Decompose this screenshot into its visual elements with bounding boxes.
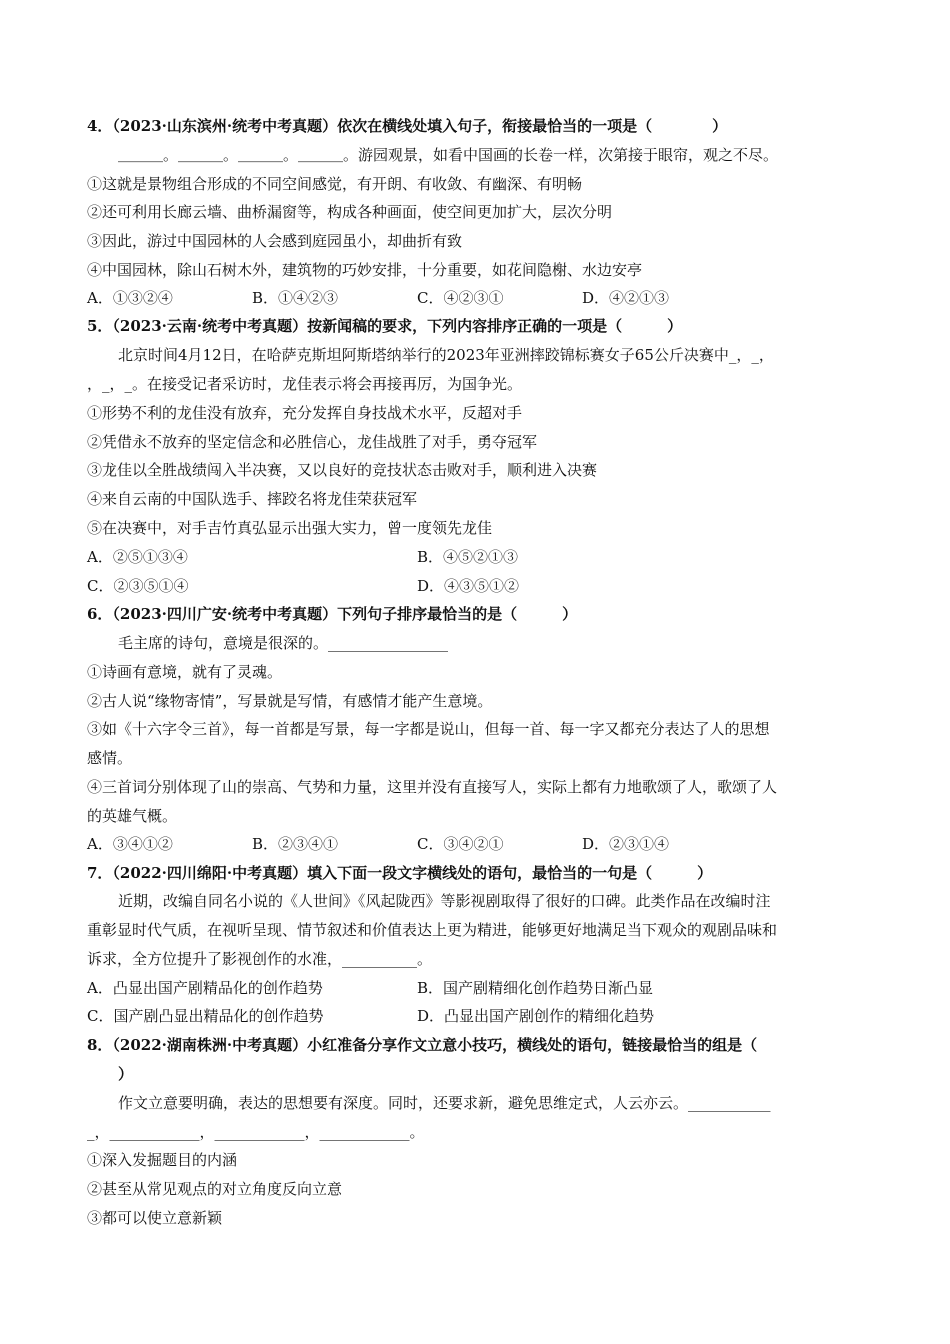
question-4-title: 4．（2023·山东滨州·统考中考真题）依次在横线处填入句子，衔接最恰当的一项是（ ） [87, 117, 728, 135]
question-7-option-a[interactable]: A．凸显出国产剧精品化的创作趋势 [87, 979, 323, 997]
question-5-item-1: ①形势不利的龙佳没有放弃，充分发挥自身技战术水平，反超对手 [87, 404, 523, 422]
question-7-stem-1: 近期，改编自同名小说的《人世间》《风起陇西》等影视剧取得了很好的口碑。此类作品在改编时注 [118, 892, 771, 910]
question-5-option-d[interactable]: D．④③⑤①② [417, 577, 520, 595]
question-5-item-3: ③龙佳以全胜战绩闯入半决赛，又以良好的竞技状态击败对手，顺利进入决赛 [87, 461, 598, 479]
question-6-item-1: ①诗画有意境，就有了灵魂。 [87, 663, 283, 681]
question-8-title: 8．（2022·湖南株洲·中考真题）小红准备分享作文立意小技巧，横线处的语句，链接最恰当的组是（ [87, 1036, 758, 1054]
question-5-option-b[interactable]: B．④⑤②①③ [417, 548, 519, 566]
question-8-item-2: ②甚至从常见观点的对立角度反向立意 [87, 1180, 343, 1198]
question-8-title-cont: ） [118, 1065, 134, 1083]
question-6-item-3: ③如《十六字令三首》，每一首都是写景，每一字都是说山，但每一首、每一字又都充分表达了人的思想 [87, 720, 770, 738]
question-7-stem-2: 重彰显时代气质，在视听呈现、情节叙述和价值表达上更为精进，能够更好地满足当下观众的观剧品味和 [87, 921, 778, 939]
question-4-option-a[interactable]: A．①③②④ [87, 289, 173, 307]
question-8-item-1: ①深入发掘题目的内涵 [87, 1151, 238, 1169]
question-6-item-4-cont: 的英雄气概。 [87, 807, 178, 825]
question-6-title: 6．（2023·四川广安·统考中考真题）下列句子排序最恰当的是（ ） [87, 605, 578, 623]
question-6-stem: 毛主席的诗句，意境是很深的。________________ [118, 634, 449, 652]
question-5-stem-2: ，_，_。在接受记者采访时，龙佳表示将会再接再厉，为国争光。 [87, 375, 523, 393]
question-8-stem-2: _，____________，____________，____________。 [87, 1123, 425, 1141]
question-7-title: 7．（2022·四川绵阳·中考真题）填入下面一段文字横线处的语句，最恰当的一句是（ ） [87, 864, 713, 882]
question-7-option-b[interactable]: B．国产剧精细化创作趋势日渐凸显 [417, 979, 654, 997]
question-6-option-c[interactable]: C．③④②① [417, 835, 504, 853]
question-6-option-b[interactable]: B．②③④① [252, 835, 339, 853]
question-4-option-c[interactable]: C．④②③① [417, 289, 504, 307]
question-8-item-3: ③都可以使立意新颖 [87, 1209, 223, 1227]
question-5-stem-1: 北京时间4月12日，在哈萨克斯坦阿斯塔纳举行的2023年亚洲摔跤锦标赛女子65公斤决赛中_，_， [118, 346, 774, 364]
question-7-stem-3: 诉求，全方位提升了影视创作的水准，__________。 [87, 950, 433, 968]
question-5-item-4: ④来自云南的中国队选手、摔跤名将龙佳荣获冠军 [87, 490, 418, 508]
question-5-title: 5．（2023·云南·统考中考真题）按新闻稿的要求，下列内容排序正确的一项是（ ） [87, 317, 683, 335]
question-4-option-d[interactable]: D．④②①③ [582, 289, 670, 307]
question-5-option-c[interactable]: C．②③⑤①④ [87, 577, 189, 595]
question-5-item-5: ⑤在决赛中，对手吉竹真弘显示出强大实力，曾一度领先龙佳 [87, 519, 493, 537]
question-6-item-2: ②古人说“缘物寄情”，写景就是写情，有感情才能产生意境。 [87, 692, 493, 710]
question-5-option-a[interactable]: A．②⑤①③④ [87, 548, 188, 566]
question-8-stem-1: 作文立意要明确，表达的思想要有深度。同时，还要求新，避免思维定式，人云亦云。___________ [118, 1094, 771, 1112]
question-6-item-4: ④三首词分别体现了山的崇高、气势和力量，这里并没有直接写人，实际上都有力地歌颂了人，歌颂了人 [87, 778, 778, 796]
question-4-item-1: ①这就是景物组合形成的不同空间感觉，有开朗、有收敛、有幽深、有明畅 [87, 175, 583, 193]
question-5-item-2: ②凭借永不放弃的坚定信念和必胜信心，龙佳战胜了对手，勇夺冠军 [87, 433, 538, 451]
question-6-item-3-cont: 感情。 [87, 749, 133, 767]
question-4-item-4: ④中国园林，除山石树木外，建筑物的巧妙安排，十分重要，如花间隐榭、水边安亭 [87, 261, 643, 279]
question-4-stem: ＿＿＿。＿＿＿。＿＿＿。＿＿＿。游园观景，如看中国画的长卷一样，次第接于眼帘，观之不尽。 [118, 146, 779, 164]
question-7-option-c[interactable]: C．国产剧凸显出精品化的创作趋势 [87, 1007, 324, 1025]
question-6-option-d[interactable]: D．②③①④ [582, 835, 670, 853]
question-7-option-d[interactable]: D．凸显出国产剧创作的精细化趋势 [417, 1007, 655, 1025]
question-4-item-3: ③因此，游过中国园林的人会感到庭园虽小，却曲折有致 [87, 232, 463, 250]
question-4-option-b[interactable]: B．①④②③ [252, 289, 339, 307]
question-4-item-2: ②还可利用长廊云墙、曲桥漏窗等，构成各种画面，使空间更加扩大，层次分明 [87, 203, 613, 221]
question-6-option-a[interactable]: A．③④①② [87, 835, 173, 853]
